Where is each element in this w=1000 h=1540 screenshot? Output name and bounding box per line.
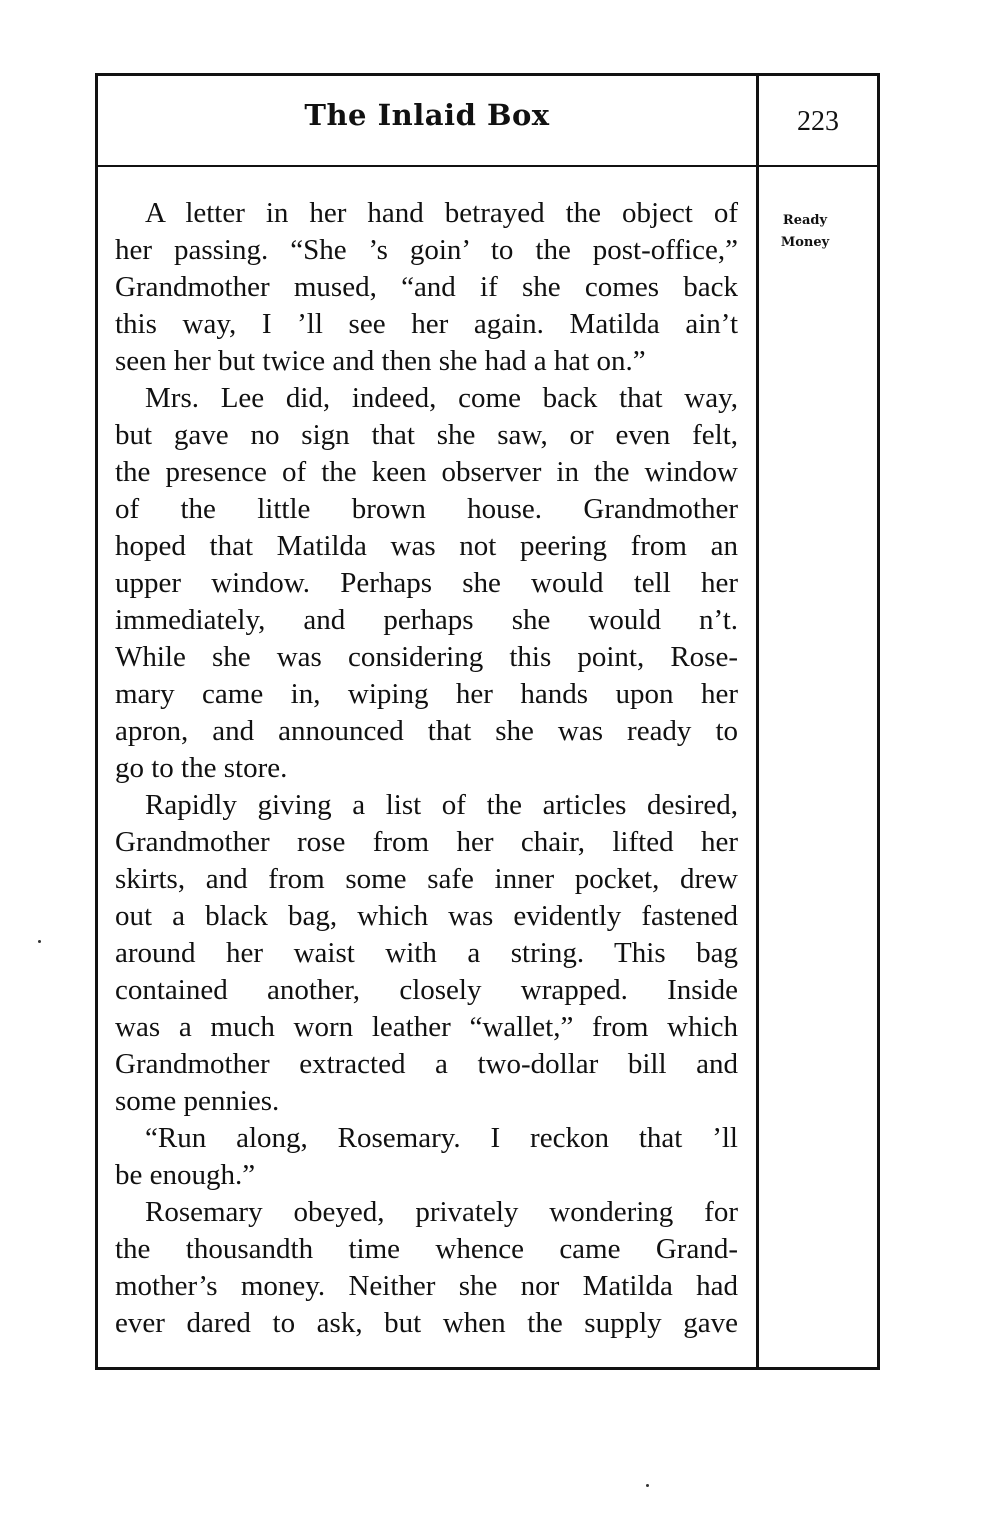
text-line: the presence of the keen observer in the window <box>115 456 738 489</box>
body-text <box>115 195 738 1342</box>
text-line: Grandmother extracted a two-dollar bill and <box>115 1048 738 1081</box>
text-line: but gave no sign that she saw, or even felt, <box>115 419 738 452</box>
margin-note-line: Ready <box>782 213 828 228</box>
text-line: go to the store. <box>115 752 288 785</box>
paragraph <box>115 195 738 380</box>
margin-note-line: Money <box>780 235 830 250</box>
text-line: While she was considering this point, Rose- <box>115 641 738 674</box>
text-line: around her waist with a string. This bag <box>115 937 738 970</box>
text-line: out a black bag, which was evidently fastened <box>115 900 738 933</box>
text-line: hoped that Matilda was not peering from an <box>115 530 738 563</box>
paragraph <box>115 787 738 1120</box>
text-line: “Run along, Rosemary. I reckon that ’ll <box>145 1122 738 1155</box>
text-line: apron, and announced that she was ready to <box>115 715 738 748</box>
text-line: Mrs. Lee did, indeed, come back that way, <box>145 382 738 415</box>
running-title: The Inlaid Box <box>304 98 550 132</box>
text-line: this way, I ’ll see her again. Matilda ain’t <box>115 308 738 341</box>
text-line: of the little brown house. Grandmother <box>115 493 738 526</box>
text-line: her passing. “She ’s goin’ to the post-office,” <box>115 234 738 267</box>
text-line: A letter in her hand betrayed the object of <box>145 197 738 229</box>
text-line: mary came in, wiping her hands upon her <box>115 678 738 711</box>
text-line: immediately, and perhaps she would n’t. <box>115 604 738 637</box>
paragraph <box>115 1194 738 1342</box>
text-line: Rosemary obeyed, privately wondering for <box>145 1196 738 1229</box>
text-line: be enough.” <box>115 1159 256 1192</box>
paragraph <box>115 380 738 787</box>
text-line: Grandmother mused, “and if she comes back <box>115 271 738 304</box>
text-line: ever dared to ask, but when the supply gave <box>115 1307 738 1340</box>
text-line: the thousandth time whence came Grand- <box>115 1233 738 1266</box>
paragraph <box>115 1120 738 1194</box>
text-line: seen her but twice and then she had a hat on.” <box>115 345 646 378</box>
stray-mark <box>38 940 41 943</box>
margin-note <box>765 210 845 254</box>
stray-mark <box>646 1484 649 1487</box>
text-line: skirts, and from some safe inner pocket, drew <box>115 863 738 896</box>
text-line: mother’s money. Neither she nor Matilda had <box>115 1270 738 1303</box>
header-rule <box>95 165 880 167</box>
text-line: some pennies. <box>115 1085 280 1118</box>
text-line: was a much worn leather “wallet,” from which <box>115 1011 738 1044</box>
text-line: Rapidly giving a list of the articles desired, <box>145 789 738 822</box>
margin-column-divider <box>756 73 759 1370</box>
text-line: Grandmother rose from her chair, lifted her <box>115 826 738 859</box>
text-line: contained another, closely wrapped. Inside <box>115 974 738 1007</box>
page-number: 223 <box>797 106 839 137</box>
text-line: upper window. Perhaps she would tell her <box>115 567 738 600</box>
